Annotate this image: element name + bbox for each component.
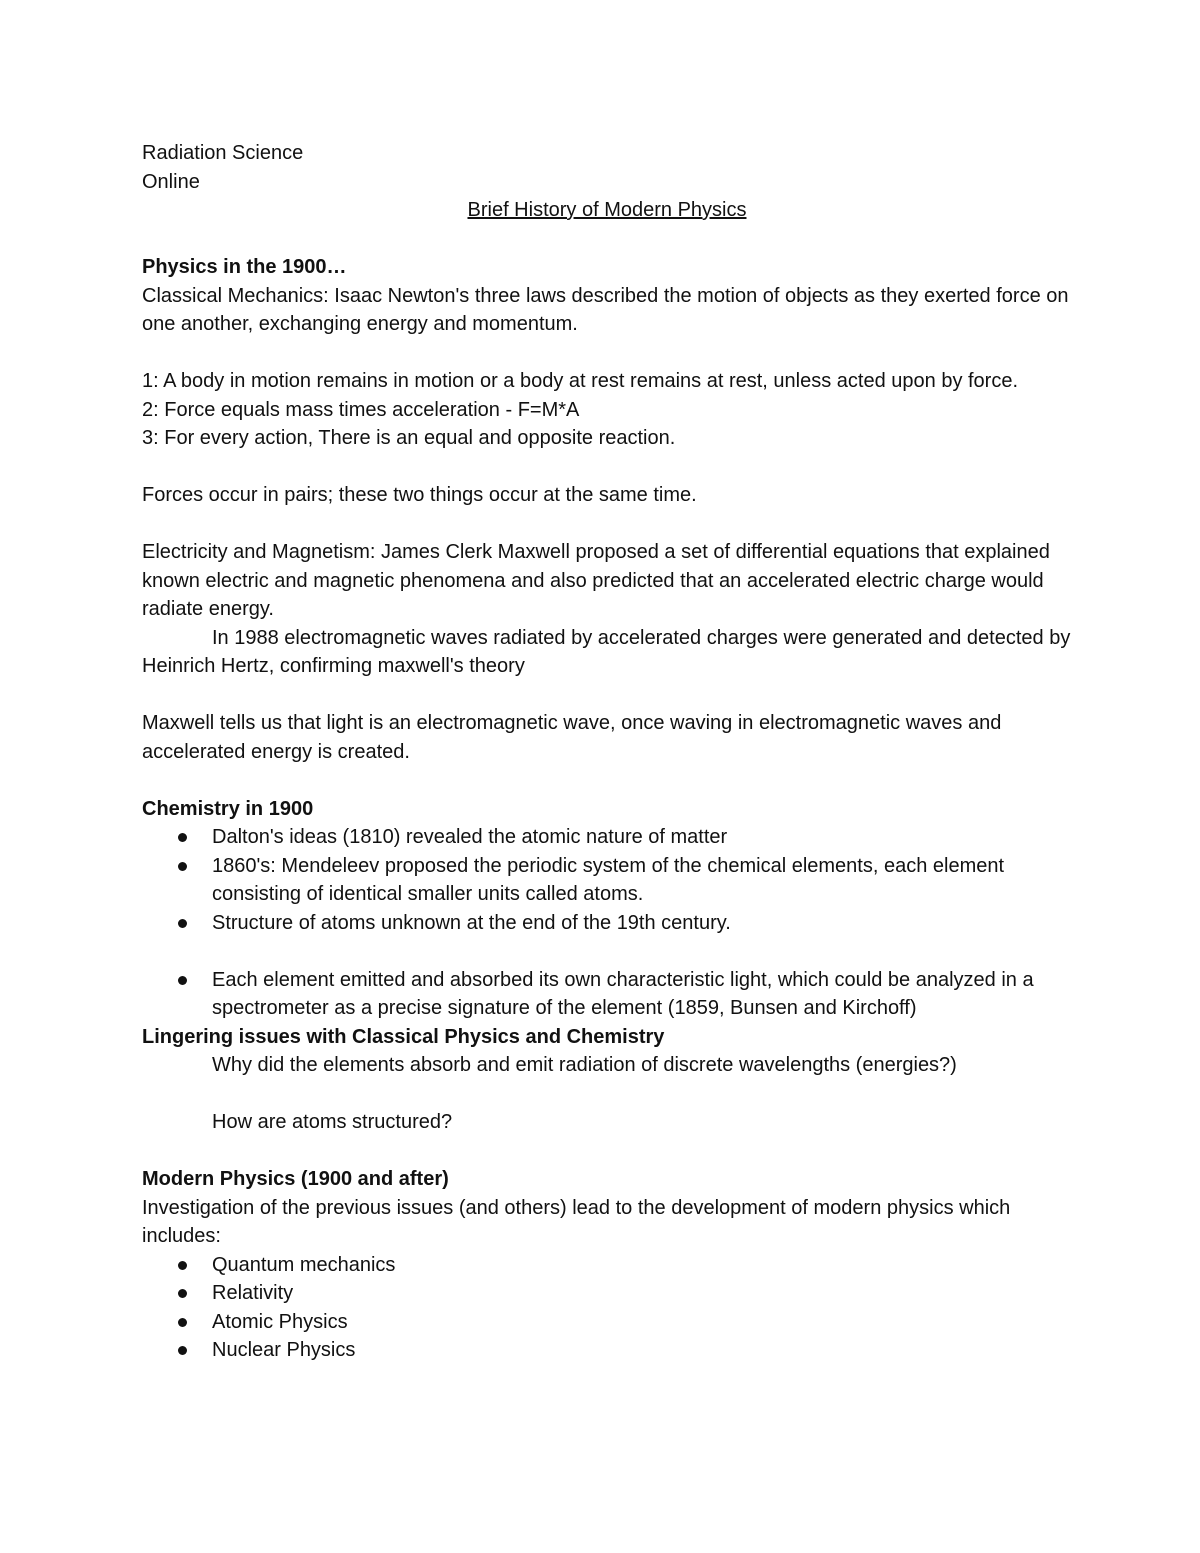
question-discrete-wavelengths: Why did the elements absorb and emit radiation of discrete wavelengths (energies?): [212, 1054, 957, 1076]
forces-paragraph: Forces occur in pairs; these two things occur at the same time.: [142, 484, 697, 506]
newton-law-3: 3: For every action, There is an equal and opposite reaction.: [142, 427, 676, 449]
list-item: [142, 852, 1072, 909]
course-format: Online: [142, 170, 200, 193]
spacer: [142, 225, 1072, 254]
list-item: [142, 1279, 1072, 1308]
bullet-icon: [178, 1261, 187, 1270]
section-heading-physics: Physics in the 1900…: [142, 256, 347, 278]
spacer: [142, 681, 1072, 710]
bullet-icon: [178, 833, 187, 842]
question-atom-structure: How are atoms structured?: [212, 1111, 453, 1133]
spacer: [142, 510, 1072, 539]
list-item: [142, 1251, 1072, 1280]
list-item: [142, 1336, 1072, 1365]
section-heading-chemistry: Chemistry in 1900: [142, 797, 314, 820]
modern-physics-intro: Investigation of the previous issues (and others) lead to the development of modern physics which includes:: [142, 1196, 1011, 1247]
section-heading-modern-physics: Modern Physics (1900 and after): [142, 1168, 449, 1190]
document-page: [142, 139, 1072, 1365]
newton-law-1: 1: A body in motion remains in motion or a body at rest remains at rest, unless acted upon by force.: [142, 370, 1019, 392]
maxwell-paragraph: Electricity and Magnetism: James Clerk Maxwell proposed a set of differential equations that explained known electric and magnetic phenomena and also predicted that an accelerated electric charge would radiate energy.: [142, 541, 1050, 620]
chemistry-list-continued: [142, 966, 1072, 1023]
list-item-text: Dalton's ideas (1810) revealed the atomic nature of matter: [212, 826, 728, 848]
list-item: [142, 966, 1072, 1023]
newton-law-2: 2: Force equals mass times acceleration - F=M*A: [142, 398, 580, 421]
classical-mechanics-paragraph: Classical Mechanics: Isaac Newton's three laws described the motion of objects as they exerted force on one another, exchanging energy and momentum.: [142, 284, 1069, 335]
bullet-icon: [178, 976, 187, 985]
spacer: [142, 453, 1072, 482]
bullet-icon: [178, 1346, 187, 1355]
list-item: [142, 909, 1072, 938]
bullet-icon: [178, 862, 187, 871]
spacer: [142, 1137, 1072, 1166]
list-item-text: Structure of atoms unknown at the end of the 19th century.: [212, 911, 731, 934]
bullet-icon: [178, 1318, 187, 1327]
course-name: Radiation Science: [142, 142, 304, 164]
chemistry-list: [142, 823, 1072, 937]
list-item: [142, 1308, 1072, 1337]
spacer: [142, 937, 1072, 966]
light-paragraph: Maxwell tells us that light is an electromagnetic wave, once waving in electromagnetic waves and accelerated energy is created.: [142, 712, 1002, 763]
list-item: [142, 823, 1072, 852]
list-item-text: Relativity: [212, 1282, 294, 1304]
spacer: [142, 1080, 1072, 1109]
list-item-text: Atomic Physics: [212, 1310, 348, 1333]
list-item-text: Nuclear Physics: [212, 1339, 356, 1361]
modern-physics-list: [142, 1251, 1072, 1365]
spacer: [142, 339, 1072, 368]
list-item-text: 1860's: Mendeleev proposed the periodic system of the chemical elements, each element consisting of identical smaller units called atoms.: [212, 854, 1005, 905]
bullet-icon: [178, 919, 187, 928]
hertz-paragraph: In 1988 electromagnetic waves radiated by accelerated charges were generated and detected by Heinrich Hertz, confirming maxwell's theory: [142, 626, 1071, 677]
list-item-text: Quantum mechanics: [212, 1253, 396, 1276]
spacer: [142, 766, 1072, 795]
bullet-icon: [178, 1289, 187, 1298]
section-heading-lingering-issues: Lingering issues with Classical Physics and Chemistry: [142, 1025, 665, 1048]
list-item-text: Each element emitted and absorbed its own characteristic light, which could be analyzed in a spectrometer as a precise signature of the element (1859, Bunsen and Kirchoff): [212, 968, 1034, 1019]
document-title: Brief History of Modern Physics: [467, 199, 747, 221]
